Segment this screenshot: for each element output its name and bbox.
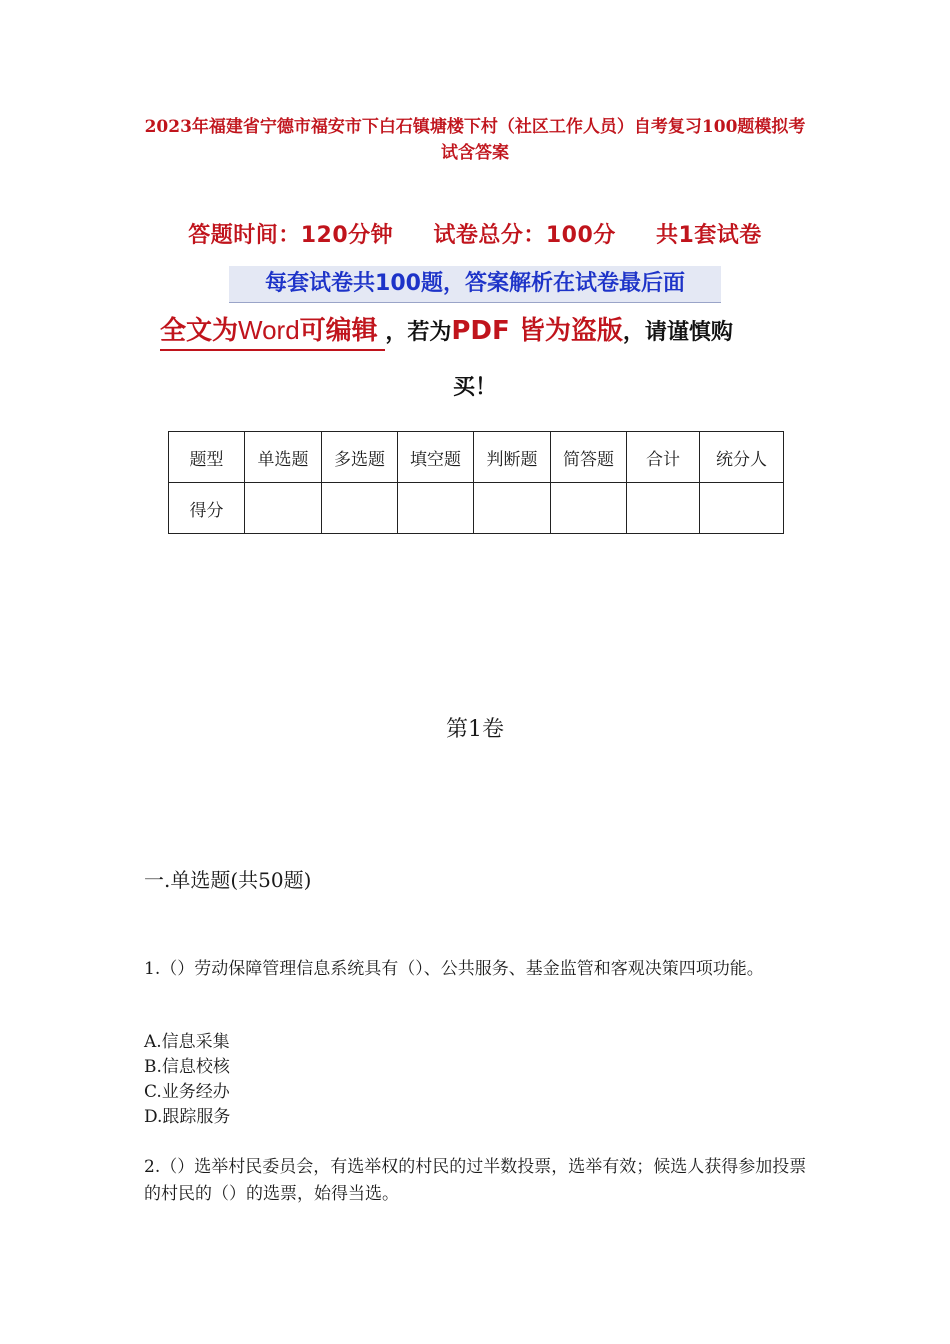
exam-meta [0,218,950,249]
volume-title: 第1卷 [446,717,504,742]
question-1: 1.（）劳动保障管理信息系统具有（）、公共服务、基金监管和客观决策四项功能。 [144,959,764,979]
question-1-options [144,1030,230,1130]
exam-time: 答题时间：120分钟 [188,223,394,248]
score-cell [322,483,398,534]
table-header-cell: 简答题 [551,432,627,483]
table-header-cell: 多选题 [322,432,398,483]
score-table [168,431,784,534]
exam-set-count: 共1套试卷 [655,223,762,248]
exam-total-score: 试卷总分：100分 [433,223,616,248]
score-cell [474,483,551,534]
table-row-label: 得分 [169,483,245,534]
table-header-cell: 判断题 [474,432,551,483]
notice-line2: 买！ [452,375,497,400]
score-cell [700,483,784,534]
table-header-cell: 统分人 [700,432,784,483]
notice-word: Word [238,315,300,345]
score-table-score-row [169,483,784,534]
question-2: 2.（）选举村民委员会，有选举权的村民的过半数投票，选举有效；候选人获得参加投票的村民的（）的选票，始得当选。 [144,1157,807,1204]
score-cell [245,483,322,534]
score-cell [398,483,474,534]
notice-part2: 可编辑 [299,316,378,346]
table-header-cell: 单选题 [245,432,322,483]
option-d: D.跟踪服务 [144,1107,231,1127]
notice-pdf: PDF 皆为盗版 [451,316,623,346]
score-cell [551,483,627,534]
notice-comma1: ，若为 [385,320,452,345]
document-title: 2023年福建省宁德市福安市下白石镇塘楼下村（社区工作人员）自考复习100题模拟考试含答案 [144,117,806,163]
table-header-cell: 填空题 [398,432,474,483]
option-a: A.信息采集 [144,1032,230,1052]
option-b: B.信息校核 [144,1057,230,1077]
notice-part1: 全文为 [160,316,239,346]
copyright-notice [160,310,800,347]
option-c: C.业务经办 [144,1082,230,1102]
table-header-cell: 合计 [627,432,700,483]
score-cell [627,483,700,534]
score-table-header-row [169,432,784,483]
notice-comma2: ，请谨慎购 [622,320,733,345]
table-header-cell: 题型 [169,432,245,483]
section-title: 一.单选题(共50题) [144,868,312,892]
answer-notice: 每套试卷共100题，答案解析在试卷最后面 [229,266,721,303]
